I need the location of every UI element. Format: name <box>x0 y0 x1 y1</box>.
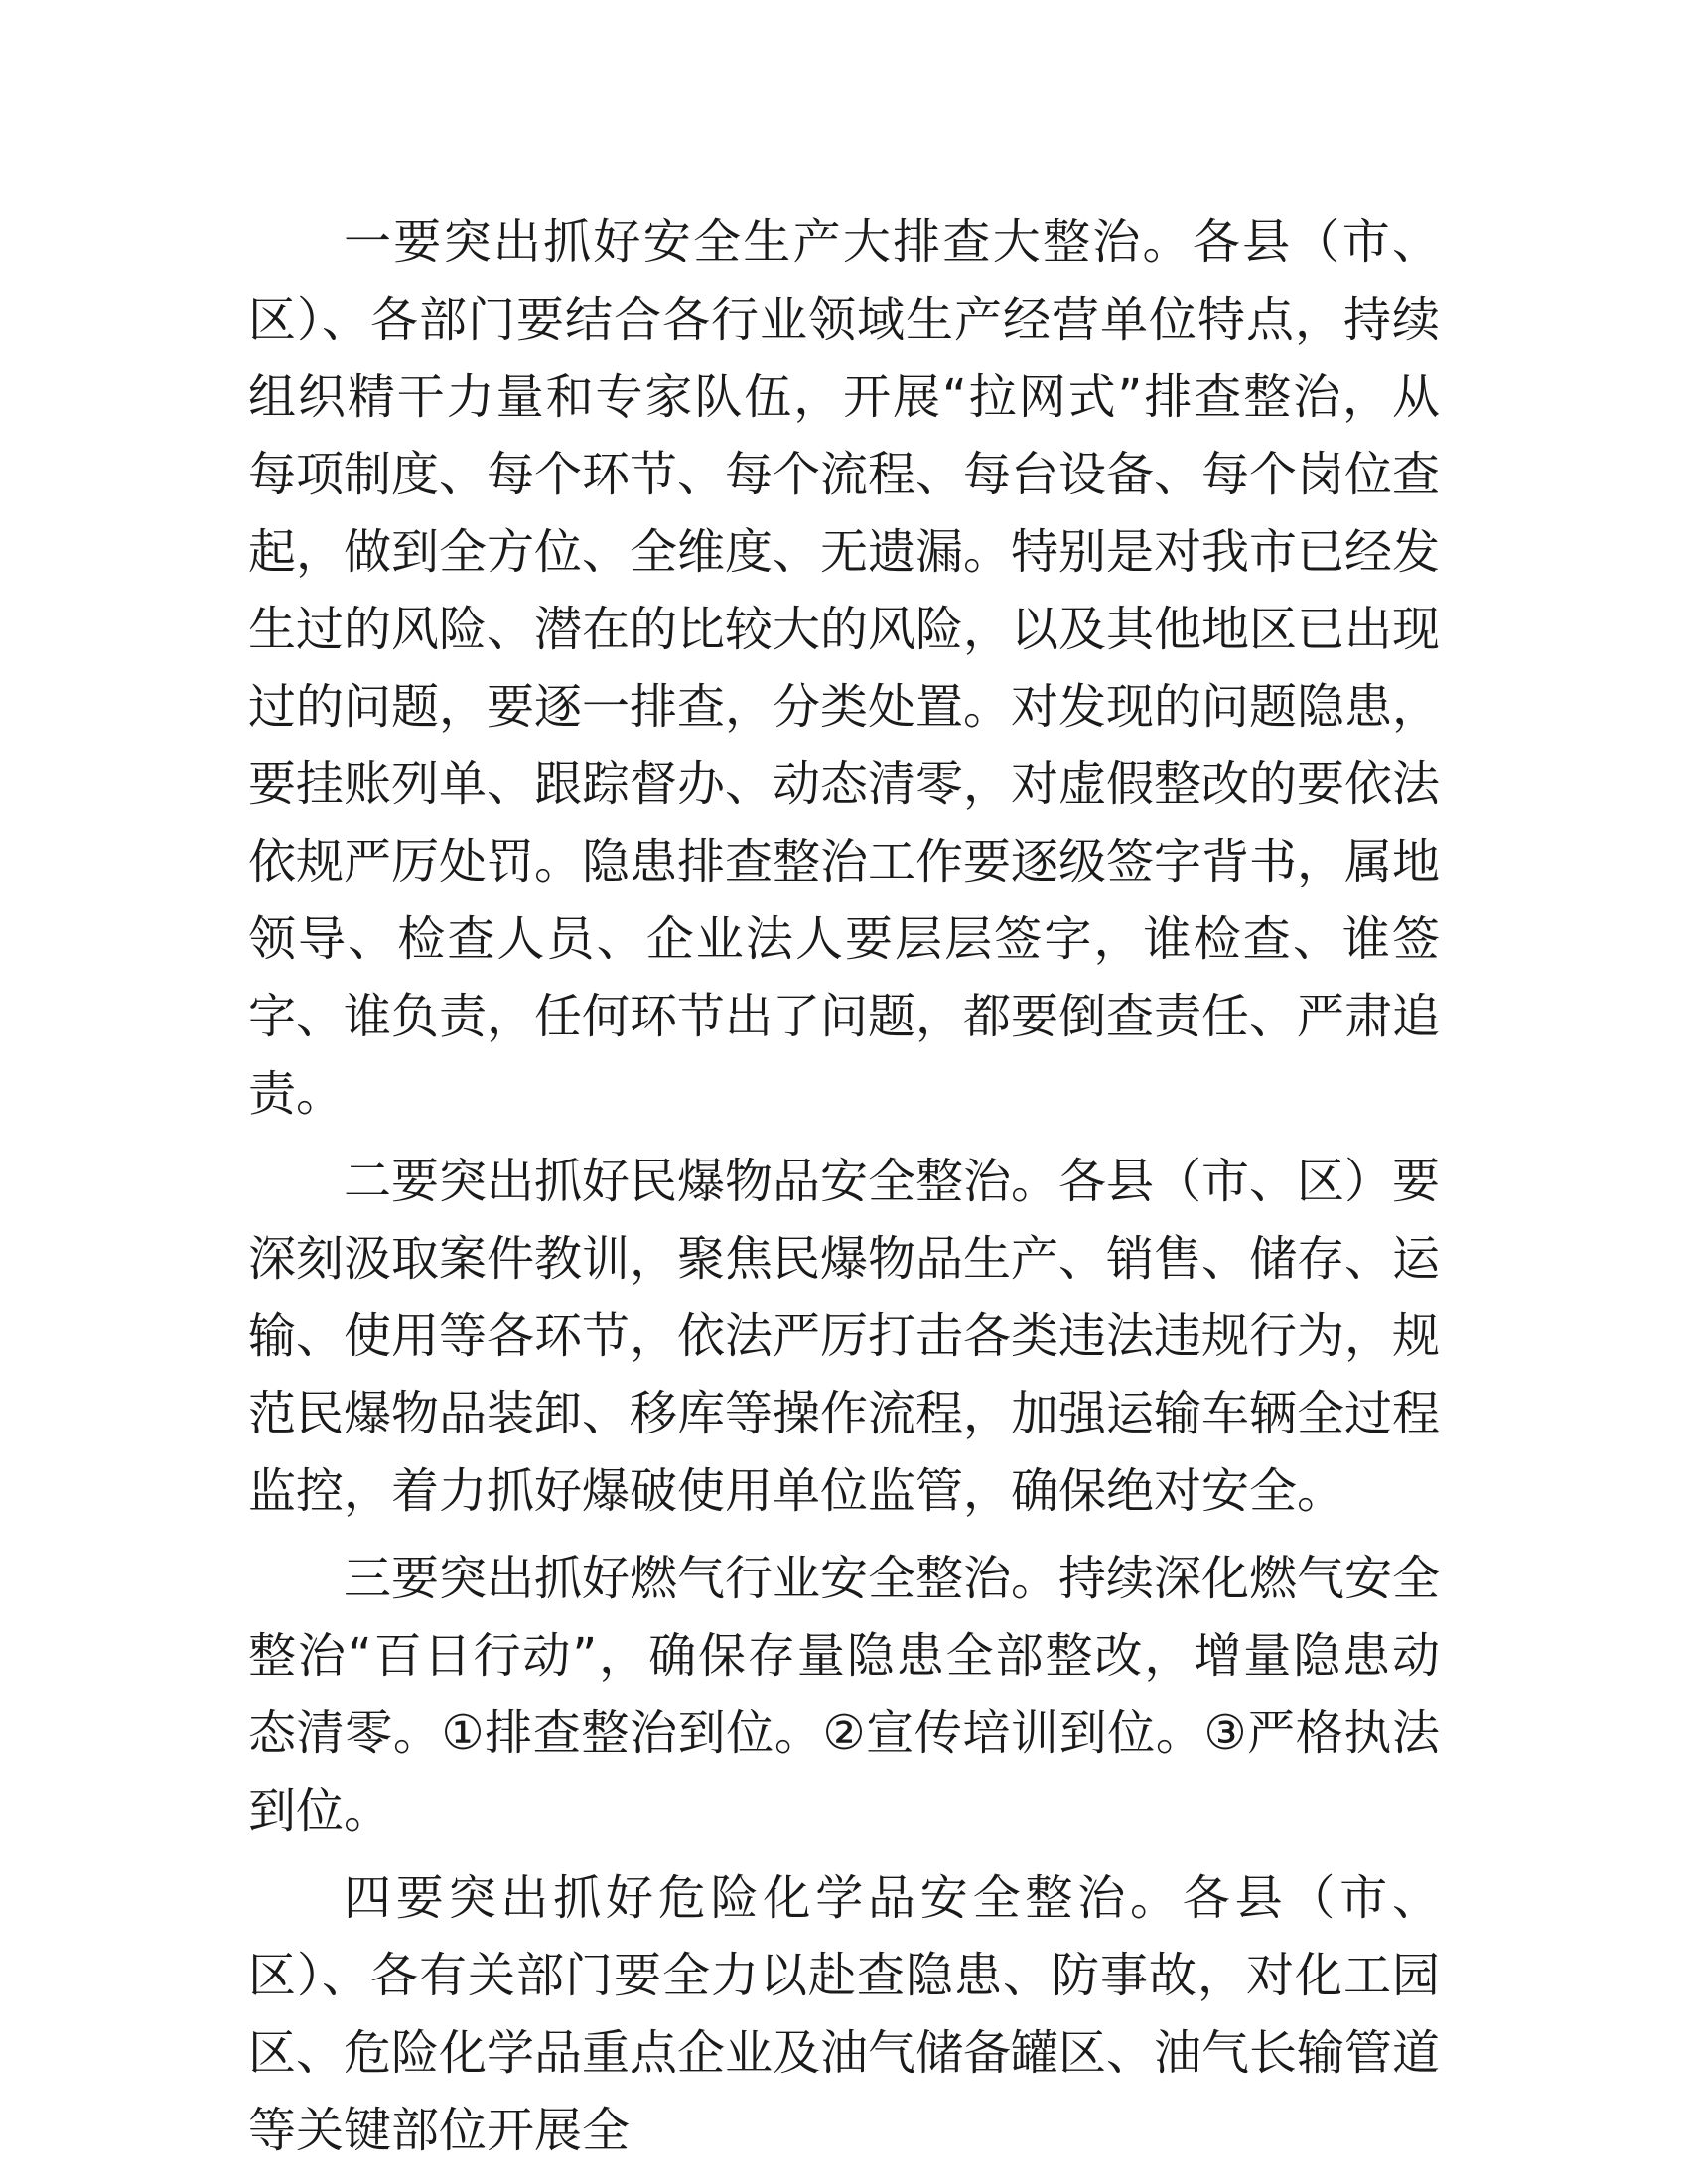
paragraph-3: 三要突出抓好燃气行业安全整治。持续深化燃气安全整治“百日行动”，确保存量隐患全部整改，增量隐患动态清零。①排查整治到位。②宣传培训到位。③严格执法到位。 <box>248 1551 1441 1839</box>
paragraph-4: 四要突出抓好危险化学品安全整治。各县（市、区）、各有关部门要全力以赴查隐患、防事故，对化工园区、危险化学品重点企业及油气储备罐区、油气长输管道等关键部位开展全 <box>248 1870 1441 2158</box>
paragraph-2: 二要突出抓好民爆物品安全整治。各县（市、区）要深刻汲取案件教训，聚焦民爆物品生产、销售、储存、运输、使用等各环节，依法严厉打击各类违法违规行为，规范民爆物品装卸、移库等操作流程，加强运输车辆全过程监控，着力抓好爆破使用单位监管，确保绝对安全。 <box>248 1154 1441 1519</box>
paragraph-1: 一要突出抓好安全生产大排查大整治。各县（市、区）、各部门要结合各行业领域生产经营单位特点，持续组织精干力量和专家队伍，开展“拉网式”排查整治，从每项制度、每个环节、每个流程、每台设备、每个岗位查起，做到全方位、全维度、无遗漏。特别是对我市已经发生过的风险、潜在的比较大的风险，以及其他地区已出现过的问题，要逐一排查，分类处置。对发现的问题隐患，要挂账列单、跟踪督办、动态清零，对虚假整改的要依法依规严厉处罚。隐患排查整治工作要逐级签字背书，属地领导、检查人员、企业法人要层层签字，谁检查、谁签字、谁负责，任何环节出了问题，都要倒查责任、严肃追责。 <box>248 214 1441 1122</box>
document-body <box>248 204 1440 2179</box>
